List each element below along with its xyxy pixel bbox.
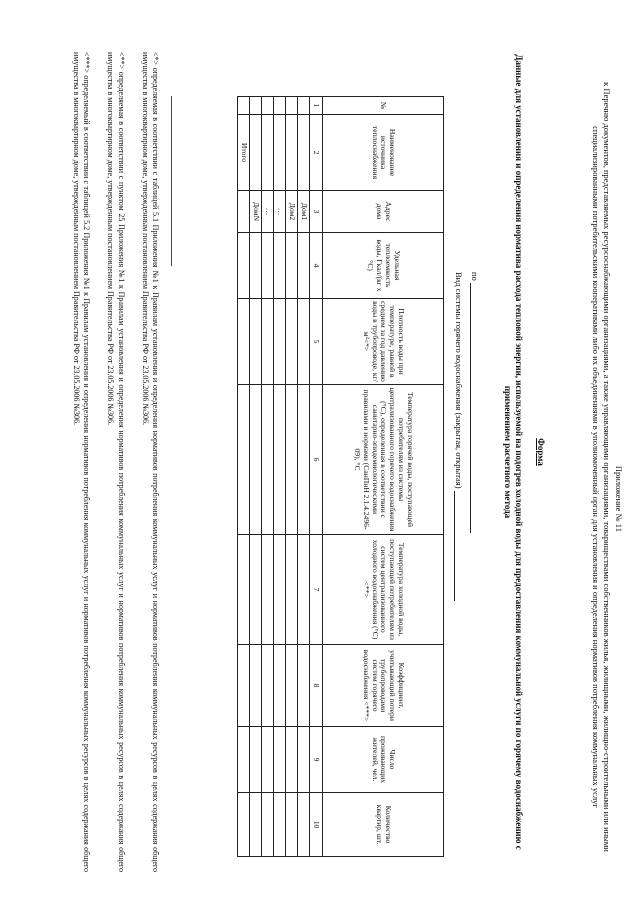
table-cell: [238, 299, 250, 385]
footnote: <**> определяемая в соответствии с пунктом 25 Приложения №1 к Правилам установления и определения нормативов потребления коммунальных услуг и нормативов потребления коммунальных ресурсов в целях содержания общего имущества в многоквартирном доме, утвержденным постановлением Правительства РФ от 23.05.2006 №306.: [106, 52, 126, 872]
table-cell: [238, 727, 250, 793]
rotated-document-page: [10, 12, 630, 892]
column-header: Адрес дома: [323, 191, 444, 233]
table-cell: Итого: [238, 115, 250, 191]
table-cell: [274, 385, 286, 535]
table-cell: [298, 727, 310, 793]
table-cell: [262, 233, 274, 299]
table-column-number-row: [310, 97, 323, 857]
column-number: 1: [310, 97, 323, 115]
table-cell: [238, 191, 250, 233]
table-cell: [250, 727, 262, 793]
footnote: <*> определяемая в соответствии с таблицей 5.1 Приложения №1 к Правилам установления и определения нормативов потребления коммунальных услуг и нормативов потребления коммунальных ресурсов в целях содержания общего имущества в многоквартирном доме, утвержденным постановлением Правительства РФ от 23.05.2006 №306.: [140, 52, 160, 872]
table-cell: [286, 233, 298, 299]
table-cell: [274, 233, 286, 299]
system-type-fill-line: [454, 491, 463, 601]
table-cell: [298, 385, 310, 535]
table-cell: [286, 97, 298, 115]
column-header: Температура холодной воды, поступающей потребителям из систем централизованного холодного водоснабжения (°С) <**>: [323, 535, 444, 645]
table-cell: ДомN: [250, 191, 262, 233]
table-cell: [262, 115, 274, 191]
column-number: 3: [310, 191, 323, 233]
table-cell: [238, 793, 250, 857]
table-cell: [298, 233, 310, 299]
table-cell: [286, 727, 298, 793]
table-row: [286, 97, 298, 857]
column-header: Плотность воды при температуре, равной в среднем за год давлению воды в трубопроводе, кг/м³<*>: [323, 299, 444, 385]
column-header: Число проживающих жителей, чел.: [323, 727, 444, 793]
table-cell: [298, 793, 310, 857]
table-cell: [286, 793, 298, 857]
table-cell: [250, 115, 262, 191]
table-cell: [262, 535, 274, 645]
table-cell: [298, 299, 310, 385]
table-cell: [274, 115, 286, 191]
table-cell: [250, 233, 262, 299]
table-cell: [274, 645, 286, 727]
by-label: по: [470, 272, 480, 281]
table-cell: [286, 535, 298, 645]
column-number: 4: [310, 233, 323, 299]
table-row: [250, 97, 262, 857]
table-cell: [238, 97, 250, 115]
table-cell: [262, 793, 274, 857]
table-cell: [298, 645, 310, 727]
table-cell: [262, 727, 274, 793]
table-row: [274, 97, 286, 857]
column-header: Количество квартир, шт.: [323, 793, 444, 857]
table-cell: [262, 97, 274, 115]
table-cell: [262, 645, 274, 727]
table-cell: [274, 727, 286, 793]
column-number: 10: [310, 793, 323, 857]
table-cell: Дом1: [298, 191, 310, 233]
table-cell: [238, 535, 250, 645]
table-cell: [250, 535, 262, 645]
table-cell: [250, 645, 262, 727]
document-header: [591, 72, 624, 862]
document-title: Данные для установления и определения норматива расхода тепловой энергии, используемой на подогрев холодной воды для предоставления коммунальной услуги по горячему водоснабжению с применением расчетного метода: [503, 54, 524, 850]
table-cell: [286, 385, 298, 535]
system-type-line: [454, 272, 464, 702]
table-cell: [262, 299, 274, 385]
table-cell: [250, 97, 262, 115]
table-cell: [250, 299, 262, 385]
footnote-divider: [171, 96, 172, 266]
column-number: 6: [310, 385, 323, 535]
column-number: 9: [310, 727, 323, 793]
table-header-row: [323, 97, 444, 857]
table-cell: [298, 535, 310, 645]
column-number: 8: [310, 645, 323, 727]
table-cell: [286, 645, 298, 727]
table-cell: Дом2: [286, 191, 298, 233]
table-cell: …: [262, 191, 274, 233]
table-row: [298, 97, 310, 857]
table-cell: [286, 299, 298, 385]
by-fill-line: [470, 283, 479, 533]
table-cell: …: [274, 191, 286, 233]
column-number: 2: [310, 115, 323, 191]
table-cell: [238, 645, 250, 727]
table-cell: [274, 535, 286, 645]
table-cell: [250, 385, 262, 535]
column-header: Наименование источника теплоснабжения: [323, 115, 444, 191]
table-row: [262, 97, 274, 857]
table-cell: [298, 115, 310, 191]
table-cell: [274, 299, 286, 385]
appendix-number: Приложение № 11: [614, 465, 624, 532]
form-label: Форма: [536, 438, 546, 466]
table-cell: [238, 233, 250, 299]
footnote: <***> определяемый в соответствии с таблицей 5.2 Приложения №1 к Правилам установления и определения нормативов потребления коммунальных услуг и нормативов потребления коммунальных ресурсов в целях содержания общего имущества в многоквартирном доме, утвержденным постановлением Правительства РФ от 23.05.2006 №306.: [71, 52, 92, 872]
appendix-purpose: к Перечню документов, представляемых ресурсоснабжающими организациями, а также управляющими организациями, товариществами собственников жилья, жилищными, жилищно-строительными или иными специализированными потребительскими кооперативами либо их объединениями в уполномоченный орган для установления и определения нормативов потребления коммунальных услуг: [591, 82, 612, 852]
column-header: Температура горячей воды, поступающей потребителям из системы централизованного горячего водоснабжения (°С), определенная в соответствии с санитарно-эпидемиологическими правилами и нормами (СанПиН 2.1.4.2496-09), °С: [323, 385, 444, 535]
table-cell: [298, 97, 310, 115]
table-cell: [250, 793, 262, 857]
column-header: Удельная теплоемкость воды, Гкал/(кг х °С): [323, 233, 444, 299]
by-line: [470, 272, 480, 652]
table-cell: [262, 385, 274, 535]
table-cell: [274, 793, 286, 857]
norm-data-table: [237, 96, 444, 857]
column-header: Коэффициент, учитывающий потери трубопроводами систем горячего водоснабжения <***>: [323, 645, 444, 727]
column-number: 5: [310, 299, 323, 385]
footnotes: [57, 52, 160, 872]
table-cell: [274, 97, 286, 115]
table-cell: [286, 115, 298, 191]
column-header: №: [323, 97, 444, 115]
table-row: [238, 97, 250, 857]
table-cell: [238, 385, 250, 535]
system-type-label: Вид системы горячего водоснабжения (закрытая, открытая): [454, 272, 464, 489]
column-number: 7: [310, 535, 323, 645]
